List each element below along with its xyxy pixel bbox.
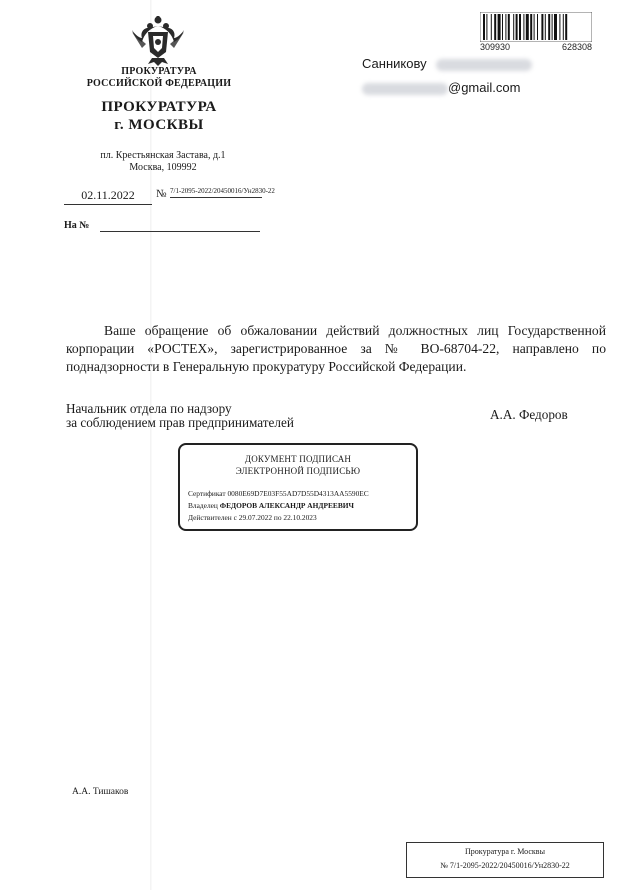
office-line-1: ПРОКУРАТУРА <box>101 99 217 115</box>
recipient-email <box>362 80 520 95</box>
email-domain: @gmail.com <box>448 80 521 95</box>
footer-number: 7/1-2095-2022/20450016/Ун2830-22 <box>449 861 570 870</box>
validity-row <box>188 513 317 522</box>
footer-office: Прокуратура г. Москвы <box>465 847 545 856</box>
stamp-title <box>180 453 416 477</box>
barcode-bar <box>519 14 521 40</box>
org-line-1: ПРОКУРАТУРА <box>121 66 197 77</box>
valid-label: Действителен <box>188 513 232 522</box>
barcode-bar <box>552 14 553 40</box>
address-line-1: пл. Крестьянская Застава, д.1 <box>100 150 226 161</box>
signer-name: А.А. Федоров <box>490 407 568 422</box>
prosecutor-general-header <box>84 66 234 90</box>
owner-value: ФЕДОРОВ АЛЕКСАНДР АНДРЕЕВИЧ <box>219 501 354 510</box>
valid-from-date: 29.07.2022 <box>238 513 273 522</box>
signer-position <box>66 402 366 430</box>
barcode-bar <box>508 14 510 40</box>
electronic-signature-stamp <box>178 443 418 531</box>
barcode-bar <box>513 14 514 40</box>
double-headed-eagle-emblem-icon <box>130 14 186 66</box>
barcode-bar <box>559 14 560 40</box>
recipient-surname: Санникову <box>362 56 427 71</box>
number-label: № <box>156 188 167 200</box>
barcode-bar <box>537 14 538 40</box>
owner-label: Владелец <box>188 501 218 510</box>
executor-name: А.А. Тишаков <box>72 787 129 797</box>
barcode-bar <box>530 14 532 40</box>
redacted-email-user <box>362 83 448 95</box>
barcode-bar <box>498 14 501 40</box>
valid-from-label: с <box>233 513 237 522</box>
reference-number-label: На № <box>64 220 90 231</box>
valid-to-label: по <box>273 513 282 522</box>
footer-registration-box <box>406 842 604 878</box>
certificate-value: 0080E69D7E03F55AD7D55D4313AA5590EC <box>227 489 369 498</box>
position-line-1: Начальник отдела по надзору <box>66 401 232 416</box>
address-line-2: Москва, 109992 <box>129 162 197 173</box>
barcode-bar <box>491 14 492 40</box>
barcode-bar <box>554 14 557 40</box>
barcode-number-right: 628308 <box>561 42 592 52</box>
document-date: 02.11.2022 <box>64 188 152 205</box>
owner-row <box>188 501 354 510</box>
recipient-name <box>362 56 532 71</box>
barcode-bar <box>565 14 567 40</box>
barcode-bar <box>545 14 546 40</box>
barcode <box>480 12 592 42</box>
redacted-initials <box>436 59 532 71</box>
office-address <box>78 150 248 174</box>
registration-number: 7/1-2095-2022/20450016/Ун2830-22 <box>170 187 262 198</box>
letter-body: Ваше обращение об обжаловании действий должностных лиц Государственной корпорации «РОСТЕХ», зарегистрированное за № ВО-68704-22, направлено по поднадзорности в Генеральную прокуратуру Российской Федерации. <box>66 323 606 374</box>
barcode-bar <box>505 14 506 40</box>
stamp-title-line-2: ЭЛЕКТРОННОЙ ПОДПИСЬЮ <box>235 466 361 476</box>
barcode-bar <box>526 14 529 40</box>
office-line-2: г. МОСКВЫ <box>114 117 204 133</box>
position-line-2: за соблюдением прав предпринимателей <box>66 415 294 430</box>
barcode-bar <box>494 14 496 40</box>
barcode-bar <box>516 14 518 40</box>
valid-to-date: 22.10.2023 <box>283 513 317 522</box>
certificate-label: Сертификат <box>188 489 226 498</box>
certificate-row <box>188 489 369 498</box>
barcode-numbers <box>480 42 592 52</box>
footer-number-row <box>407 861 603 870</box>
barcode-number-left: 309930 <box>480 42 511 52</box>
moscow-office-header <box>84 98 234 134</box>
reference-number-line <box>100 231 260 232</box>
barcode-bar <box>541 14 543 40</box>
barcode-bar <box>523 14 524 40</box>
footer-number-label: № <box>440 861 448 870</box>
barcode-bar <box>548 14 550 40</box>
barcode-bar <box>563 14 564 40</box>
barcode-bar <box>483 14 485 40</box>
org-line-2: РОССИЙСКОЙ ФЕДЕРАЦИИ <box>86 78 232 89</box>
barcode-bar <box>534 14 535 40</box>
barcode-bar <box>486 14 487 40</box>
stamp-title-line-1: ДОКУМЕНТ ПОДПИСАН <box>244 454 352 464</box>
barcode-bar <box>502 14 503 40</box>
